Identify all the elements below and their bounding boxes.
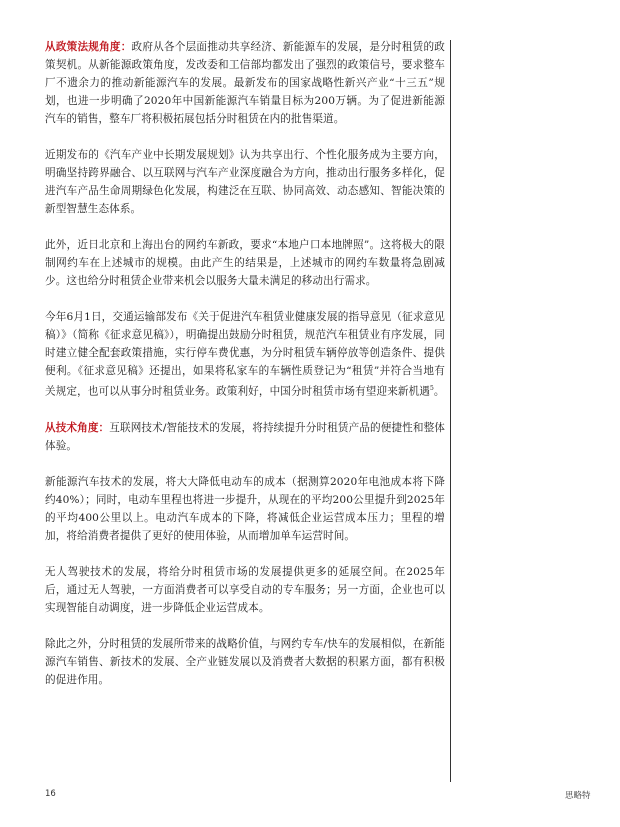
paragraph-ev-tech xyxy=(45,473,445,545)
paragraph-text: 新能源汽车技术的发展，将大大降低电动车的成本（据测算2020年电池成本将下降约40%）；同时，电动车里程也将进一步提升，从现在的平均200公里提升到2025年的平均400公里以上。电动汽车成本的下降，将减低企业运营成本压力；里程的增加，将给消费者提供了更好的使用体验，从而增加单车运营时间。 xyxy=(45,475,445,542)
paragraph-policy xyxy=(45,38,445,128)
paragraph-text: 近期发布的《汽车产业中长期发展规划》认为共享出行、个性化服务成为主要方向，明确坚持跨界融合、以互联网与汽车产业深度融合为方向，推动出行服务多样化，促进汽车产品生命周期绿色化发展，构建泛在互联、协同高效、动态感知、智能决策的新型智慧生态体系。 xyxy=(45,149,445,215)
paragraph-text: 今年6月1日，交通运输部发布《关于促进汽车租赁业健康发展的指导意见（征求意见稿）》（简称《征求意见稿》），明确提出鼓励分时租赁，规范汽车租赁业有序发展，同时建立健全配套政策措施，实行停车费优惠，为分时租赁车辆停放等创造条件、提供便利。《征求意见稿》还提出，如果将私家车的车辆性质登记为“租赁”并符合当地有关规定，也可以从事分时租赁业务。政策利好，中国分时租赁市场有望迎来新机遇 xyxy=(45,311,445,398)
paragraph-text: 互联网技术/智能技术的发展，将持续提升分时租赁产品的便捷性和整体体验。 xyxy=(45,421,445,452)
paragraph-ride-hailing xyxy=(45,236,445,290)
paragraph-text: 此外，近日北京和上海出台的网约车新政，要求“本地户口本地牌照”。这将极大的限制网约车在上述城市的规模。由此产生的结果是，上述城市的网约车数量将急剧减少。这也给分时租赁企业带来机会以服务大量未满足的移动出行需求。 xyxy=(45,239,445,287)
article-body xyxy=(45,38,445,707)
paragraph-text: 政府从各个层面推动共享经济、新能源车的发展，是分时租赁的政策契机。从新能源政策角度，发改委和工信部均都发出了强烈的政策信号，要求整车厂不遗余力的推动新能源汽车的发展。最新发布的国家战略性新兴产业“十三五”规划，也进一步明确了2020年中国新能源汽车销量目标为200万辆。为了促进新能源汽车的销售，整车厂将积极拓展包括分时租赁在内的批售渠道。 xyxy=(45,41,445,125)
paragraph-text: 除此之外，分时租赁的发展所带来的战略价值，与网约专车/快车的发展相似，在新能源汽车销售、新技术的发展、全产业链发展以及消费者大数据的积累方面，都有积极的促进作用。 xyxy=(45,637,445,686)
paragraph-plan xyxy=(45,146,445,218)
column-divider xyxy=(450,40,451,782)
paragraph-tail: 。 xyxy=(433,385,445,398)
paragraph-strategic xyxy=(45,635,445,689)
paragraph-technology xyxy=(45,419,445,455)
paragraph-ministry xyxy=(45,308,445,401)
page-number: 16 xyxy=(45,789,56,799)
footnote-ref: 5 xyxy=(429,385,434,392)
section-lead-technology: 从技术角度： xyxy=(45,421,110,434)
paragraph-text: 无人驾驶技术的发展，将给分时租赁市场的发展提供更多的延展空间。在2025年后，通过无人驾驶，一方面消费者可以享受自动的专车服务；另一方面，企业也可以实现智能自动调度，进一步降低企业运营成本。 xyxy=(45,565,445,614)
section-lead-policy: 从政策法规角度： xyxy=(45,41,132,53)
brand-name: 思略特 xyxy=(565,791,591,801)
paragraph-autonomous xyxy=(45,563,445,617)
